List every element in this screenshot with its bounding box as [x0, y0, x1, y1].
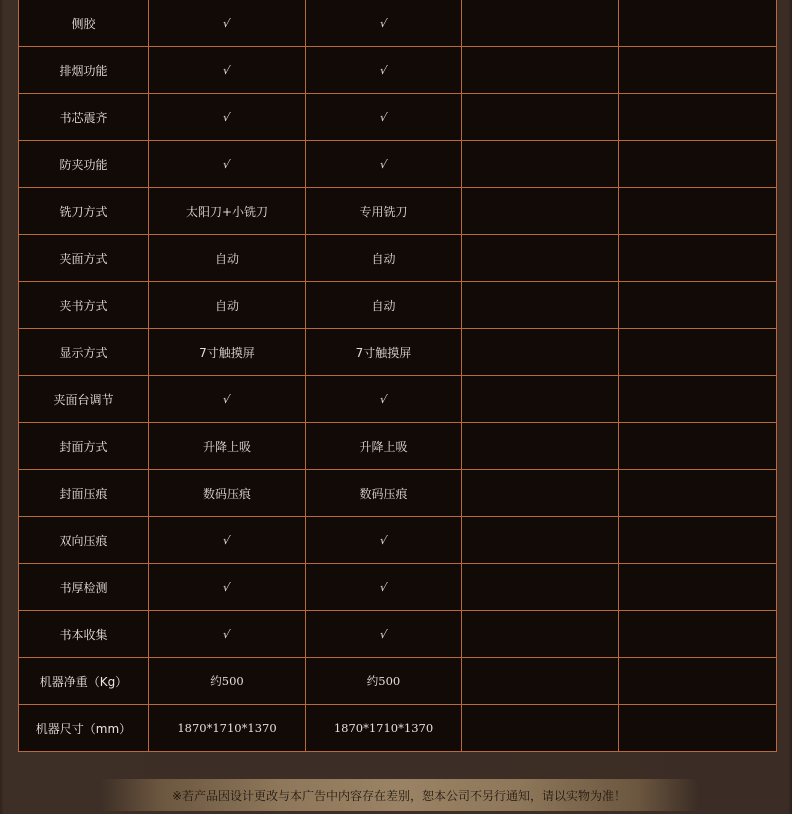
check-mark: √	[306, 47, 462, 94]
check-mark: √	[149, 47, 306, 94]
table-row	[19, 705, 777, 752]
check-mark: √	[149, 94, 306, 141]
check-mark: √	[306, 376, 462, 423]
empty-cell	[619, 0, 777, 47]
check-mark: √	[306, 94, 462, 141]
value-cell: 太阳刀+小铣刀	[149, 188, 306, 235]
empty-cell	[619, 376, 777, 423]
value-cell: 自动	[149, 235, 306, 282]
table-row	[19, 611, 777, 658]
value-cell: 约500	[306, 658, 462, 705]
empty-cell	[619, 705, 777, 752]
empty-cell	[462, 423, 619, 470]
table-row	[19, 423, 777, 470]
row-label: 书厚检测	[19, 564, 149, 611]
empty-cell	[619, 47, 777, 94]
empty-cell	[462, 94, 619, 141]
table-row	[19, 517, 777, 564]
table-row	[19, 658, 777, 705]
check-mark: √	[149, 611, 306, 658]
value-cell: 1870*1710*1370	[306, 705, 462, 752]
value-cell: 数码压痕	[306, 470, 462, 517]
value-cell: 自动	[306, 282, 462, 329]
value-cell: 升降上吸	[149, 423, 306, 470]
value-cell: 升降上吸	[306, 423, 462, 470]
row-label: 排烟功能	[19, 47, 149, 94]
empty-cell	[462, 611, 619, 658]
empty-cell	[462, 0, 619, 47]
value-cell: 专用铣刀	[306, 188, 462, 235]
row-label: 机器净重（Kg）	[19, 658, 149, 705]
value-cell: 约500	[149, 658, 306, 705]
empty-cell	[462, 470, 619, 517]
empty-cell	[619, 94, 777, 141]
row-label: 封面方式	[19, 423, 149, 470]
empty-cell	[462, 235, 619, 282]
empty-cell	[619, 282, 777, 329]
check-mark: √	[149, 564, 306, 611]
table-row	[19, 376, 777, 423]
empty-cell	[462, 517, 619, 564]
spec-table	[18, 0, 777, 752]
row-label: 双向压痕	[19, 517, 149, 564]
empty-cell	[619, 235, 777, 282]
empty-cell	[462, 658, 619, 705]
empty-cell	[619, 141, 777, 188]
empty-cell	[619, 517, 777, 564]
row-label: 夹书方式	[19, 282, 149, 329]
check-mark: √	[306, 0, 462, 47]
table-row	[19, 94, 777, 141]
row-label: 夹面方式	[19, 235, 149, 282]
footer-notice-bar	[100, 779, 698, 811]
empty-cell	[462, 705, 619, 752]
value-cell: 7寸触摸屏	[306, 329, 462, 376]
empty-cell	[619, 564, 777, 611]
empty-cell	[619, 188, 777, 235]
empty-cell	[462, 376, 619, 423]
check-mark: √	[149, 141, 306, 188]
value-cell: 数码压痕	[149, 470, 306, 517]
check-mark: √	[306, 611, 462, 658]
footer-notice-text: ※若产品因设计更改与本广告中内容存在差别，恕本公司不另行通知，请以实物为准！	[171, 788, 627, 803]
table-row	[19, 282, 777, 329]
table-row	[19, 235, 777, 282]
check-mark: √	[149, 0, 306, 47]
empty-cell	[619, 329, 777, 376]
table-row	[19, 564, 777, 611]
check-mark: √	[306, 141, 462, 188]
table-row	[19, 188, 777, 235]
table-row	[19, 47, 777, 94]
empty-cell	[619, 658, 777, 705]
table-row	[19, 0, 777, 47]
row-label: 夹面台调节	[19, 376, 149, 423]
row-label: 显示方式	[19, 329, 149, 376]
value-cell: 7寸触摸屏	[149, 329, 306, 376]
check-mark: √	[149, 376, 306, 423]
value-cell: 自动	[149, 282, 306, 329]
table-row	[19, 141, 777, 188]
empty-cell	[462, 564, 619, 611]
row-label: 书芯震齐	[19, 94, 149, 141]
row-label: 机器尺寸（mm）	[19, 705, 149, 752]
empty-cell	[619, 470, 777, 517]
empty-cell	[462, 329, 619, 376]
empty-cell	[619, 611, 777, 658]
check-mark: √	[306, 564, 462, 611]
empty-cell	[462, 47, 619, 94]
value-cell: 自动	[306, 235, 462, 282]
row-label: 封面压痕	[19, 470, 149, 517]
row-label: 铣刀方式	[19, 188, 149, 235]
empty-cell	[462, 282, 619, 329]
empty-cell	[462, 141, 619, 188]
table-row	[19, 470, 777, 517]
row-label: 书本收集	[19, 611, 149, 658]
row-label: 防夹功能	[19, 141, 149, 188]
row-label: 侧胶	[19, 0, 149, 47]
check-mark: √	[149, 517, 306, 564]
check-mark: √	[306, 517, 462, 564]
table-row	[19, 329, 777, 376]
empty-cell	[619, 423, 777, 470]
value-cell: 1870*1710*1370	[149, 705, 306, 752]
empty-cell	[462, 188, 619, 235]
